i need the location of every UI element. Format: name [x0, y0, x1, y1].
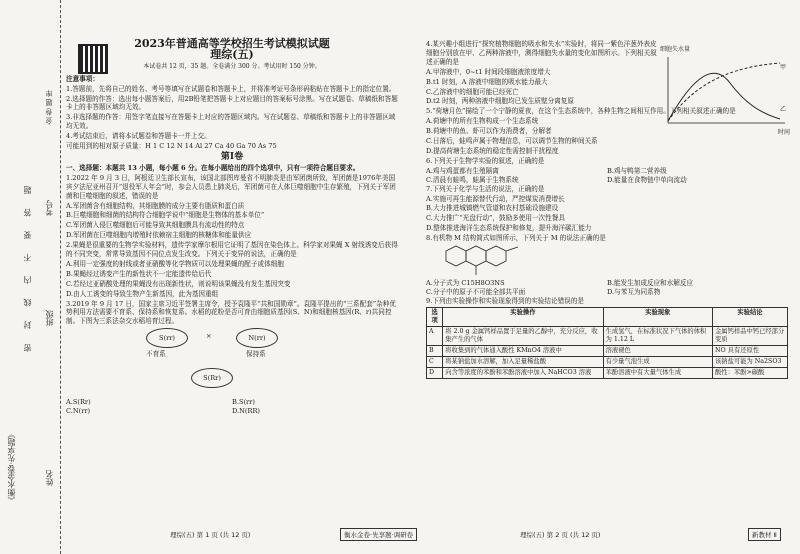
series-label: 乙: [779, 106, 786, 113]
sidebar-brand: 金 卷 题 库: [45, 90, 53, 125]
table-header: 实验结论: [713, 307, 788, 326]
label-sterile: 不育系: [146, 350, 166, 359]
option: A.S(Rr): [66, 398, 91, 407]
option: B.S(rr): [232, 398, 255, 407]
option: B.荷塘中的鱼、虾可以作为消费者，分解者: [426, 127, 552, 136]
option: C.日落后，蛙鸣声属于物理信息，可以调节生物的种间关系: [426, 137, 598, 146]
note-item: 3.非选择题的作答：用签字笔直接写在答题卡上对应的答题区域内。写在试题卷、草稿纸和答题卡上的非答题区域均无效。: [66, 113, 396, 131]
question-2: 2.果蝇是很重要的生物学实验材料，遗传学家摩尔根用它证明了基因在染色体上。科学家对果蝇 X 射线诱变后获得的不同突变，常常导致基因不同位点发生改变。下列关于变异的说法，正确的是: [66, 241, 398, 259]
node-maintainer: N(rr): [236, 328, 278, 348]
left-column: [66, 37, 398, 416]
option: A.荷塘中的所有生物构成一个生态系统: [426, 117, 539, 126]
table-cell: 向含等浓度的苯酚和苯酚溶液中加入 NaHCO3 溶液: [443, 367, 603, 378]
question-8: 8.有机物 M 结构简式如图所示，下列关于 M 的说法正确的是: [426, 234, 606, 243]
table-cell: 有少量气泡生成: [603, 356, 712, 367]
option: D.N(RR): [232, 407, 260, 416]
section-title: 第Ⅰ卷: [220, 151, 244, 162]
exam-subtitle: 理综(五): [210, 47, 254, 61]
option: C.军团菌入侵巨噬细胞后可能导致其细胞膜具有流动性的特点: [66, 221, 245, 230]
note-item: 2.选择题的作答：选出每小题答案后，用2B铅笔把答题卡上对应题目的答案标号涂黑。写在试题卷、草稿纸和答题卡上的非答题区域均无效。: [66, 94, 398, 112]
q8-options: [426, 279, 788, 297]
table-row: [427, 326, 788, 345]
table-cell: A: [427, 326, 443, 345]
atomic-mass-note: 可能用到的相对原子质量：H 1 C 12 N 14 Al 27 Ca 40 Ga 70 As 75: [66, 142, 277, 151]
binding-sidebar: [0, 0, 61, 554]
option: A.鸡与鸡蛋都有生殖隔离: [426, 166, 499, 175]
note-item: 4.考试结束后，请将本试题卷和答题卡一并上交。: [66, 132, 211, 141]
option: B.巨噬细胞和细菌的结构符合细胞学说中“细胞是生物体的基本单位”: [66, 211, 265, 220]
note-item: 1.答题前，先将自己的姓名、考号等填写在试题卷和答题卡上，并将准考证号条形码粘贴在答题卡上的指定位置。: [66, 84, 396, 93]
chart-plot: [660, 53, 790, 133]
option: B.鸡与鸭第二营养级: [607, 166, 667, 175]
question-1: 1.2022 年 9 月 3 日，阿根廷卫生部长宣布，该国北部图库曼省不明肺炎是由军团菌所致，军团菌是1976年美国宾夕法尼亚州召开“退役军人年会”时，参会人员患上肺炎后，军团菌可在人体巨噬细胞中生存繁殖，下列关于军团菌和巨噬细胞的叙述，错误的是: [66, 173, 396, 200]
page-footer-right: 理综(五) 第 2 页 (共 12 页): [520, 531, 601, 539]
table-cell: C: [427, 356, 443, 367]
sidebar-exam-id: 考号: [45, 200, 54, 216]
sidebar-name: 姓名: [45, 470, 54, 486]
option: C.清晨有蛙鸣，蛙属于生物系统: [426, 175, 519, 184]
molecule-icon: [426, 245, 546, 277]
option: B.果蝇经过诱变产生的新性状不一定能遗传给后代: [66, 269, 212, 278]
edition-badge: 新教材 Ⅱ: [748, 528, 781, 541]
table-cell: D: [427, 367, 443, 378]
question-9: 9.下列由实验操作和实验现象得到的实验结论错误的是: [426, 296, 584, 305]
exam-info: 本试卷共 12 页，35 题。全卷满分 300 分。考试用时 150 分钟。: [143, 62, 321, 70]
option: D.军团菌在巨噬细胞内增殖时依赖宿主细胞的核糖体和能量供应: [66, 231, 252, 240]
q4-block: [426, 40, 658, 106]
section-instructions: 一、选择题：本题共 13 小题，每小题 6 分。在每小题给出的四个选项中，只有一项符合题目要求。: [66, 163, 360, 172]
water-loss-chart: [660, 44, 790, 136]
question-5: 5.“荷塘月色”描绘了一个宁静的夏夜，在这个生态系统中，各种生物之间相互作用。下列相关叙述正确的是: [426, 107, 736, 116]
option: A.甲溶液中，0~t1 时间段细胞液浓度增大: [426, 67, 551, 76]
option: A.利用一定强度的射线或者亚硝酸等化学物质可以处理果蝇的配子或体细胞: [66, 259, 284, 268]
table-cell: NO 具有还原性: [713, 345, 788, 356]
table-cell: 苯酚溶液中有大量气体生成: [603, 367, 712, 378]
table-cell: 将收集到的气体通入酸性 KMnO4 溶液中: [443, 345, 603, 356]
option: A.分子式为 C15H8O3NS: [426, 279, 505, 288]
question-6: 6.下列关于生物学实验的叙述，正确的是: [426, 156, 545, 165]
table-cell: 金属钙样品中钙已经部分变质: [713, 326, 788, 345]
q3-options: [66, 398, 398, 416]
chart-title: 细胞失水量: [660, 46, 691, 53]
sidebar-class: 班级: [45, 310, 54, 326]
series-label: 甲: [779, 64, 786, 71]
option: D.提高荷塘生态系统的稳定性需控制干扰程度: [426, 146, 559, 155]
option: C.分子中的原子不可能全部共平面: [426, 287, 526, 296]
option: A.实施可再生能源替代行动，严控煤炭消费增长: [426, 194, 565, 203]
question-4: 4.某兴趣小组进行“探究植物细胞的吸水和失水”实验时，将同一紫色洋葱外表皮细胞分别放在甲、乙两种溶液中，测得细胞失水量的变化如图所示。下列相关叙述正确的是: [426, 40, 657, 66]
option: D.整体推进海洋生态系统保护和修复，提升海洋碳汇能力: [426, 224, 592, 233]
option: B.大力推进城镇燃气管道和农村基础设施建设: [426, 204, 559, 213]
option: B.能发生加成反应和水解反应: [607, 279, 694, 288]
q6-options: [426, 167, 788, 185]
table-cell: 将某钠盐加水溶解，加入足量稀盐酸: [443, 356, 603, 367]
table-row: [427, 367, 788, 378]
option: A.军团菌含有细胞结构，其细胞膜的成分主要有脂质和蛋白质: [66, 201, 245, 210]
publisher-badge: 衡水金卷·先享题·调研卷: [340, 528, 417, 541]
option: D.t2 时刻，两种溶液中细胞均已发生质壁分离复原: [426, 97, 574, 106]
sidebar-seal-line: 密 封 线 内 不 要 答 题: [23, 180, 32, 352]
question-3: 3.2019 年 9 月 17 日，国家主席习近平签署主席令，授予袁隆平“共和国勋章”。袁隆平提出的“三系配套”杂种优势利用方法需要不育系、保持系和恢复系。水稻的花粉是否可育由细胞质基因(S、N)和细胞核基因(R、r)共同控制。下图为三系法杂交水稻培育过程。: [66, 299, 396, 326]
experiment-table: [426, 307, 788, 379]
table-cell: 酸性：苯酚>碳酸: [713, 367, 788, 378]
table-cell: 该钠盐可能为 Na2SO3: [713, 356, 788, 367]
option: D.由人工诱变的导致生物产生新基因，此为基因重组: [66, 289, 219, 298]
node-sterile: S(rr): [146, 328, 188, 348]
table-cell: B: [427, 345, 443, 356]
page-footer-left: 理综(五) 第 1 页 (共 12 页): [170, 531, 251, 539]
option: C.乙溶液中的细胞可能已经死亡: [426, 87, 519, 96]
x-axis-label: 时间: [777, 129, 790, 136]
option: C.N(rr): [66, 407, 91, 416]
question-7: 7.下列关于化学与生活的说法，正确的是: [426, 184, 545, 193]
table-header: 选项: [427, 307, 443, 326]
table-row: [427, 356, 788, 367]
node-offspring: S(Rr): [191, 368, 233, 388]
table-header: 实验现象: [603, 307, 712, 326]
option: C.大力推广“光盘行动”，鼓励多使用一次性餐具: [426, 214, 565, 223]
notes-heading: 注意事项：: [66, 74, 99, 83]
table-cell: 将 2.0 g 金属钙样品置于足量的乙醇中，充分反应，收集产生的气体: [443, 326, 603, 345]
label-maintainer: 保持系: [246, 350, 266, 359]
table-header-row: [427, 307, 788, 326]
cross-symbol: ×: [206, 332, 212, 341]
hybrid-diagram: [66, 328, 398, 396]
option: D.能量在食物链中单向流动: [607, 175, 687, 184]
option: C.若经过亚硝酸处理的果蝇没有出现新性状，则说明该果蝇没有发生基因突变: [66, 279, 291, 288]
table-header: 实验操作: [443, 307, 603, 326]
table-cell: 生成氢气，在标准状况下气体的体积为 1.12 L: [603, 326, 712, 345]
molecule-structure: [426, 245, 788, 277]
sidebar-publisher: 《衡水金卷·先享题》: [7, 430, 16, 505]
option: D.与苯互为同系物: [607, 287, 661, 296]
table-row: [427, 345, 788, 356]
option: B.t1 时刻，A 溶液中细胞的吸水能力最大: [426, 77, 548, 86]
exam-title: 2023年普通高等学校招生考试模拟试题: [134, 37, 330, 50]
table-cell: 溶液褪色: [603, 345, 712, 356]
